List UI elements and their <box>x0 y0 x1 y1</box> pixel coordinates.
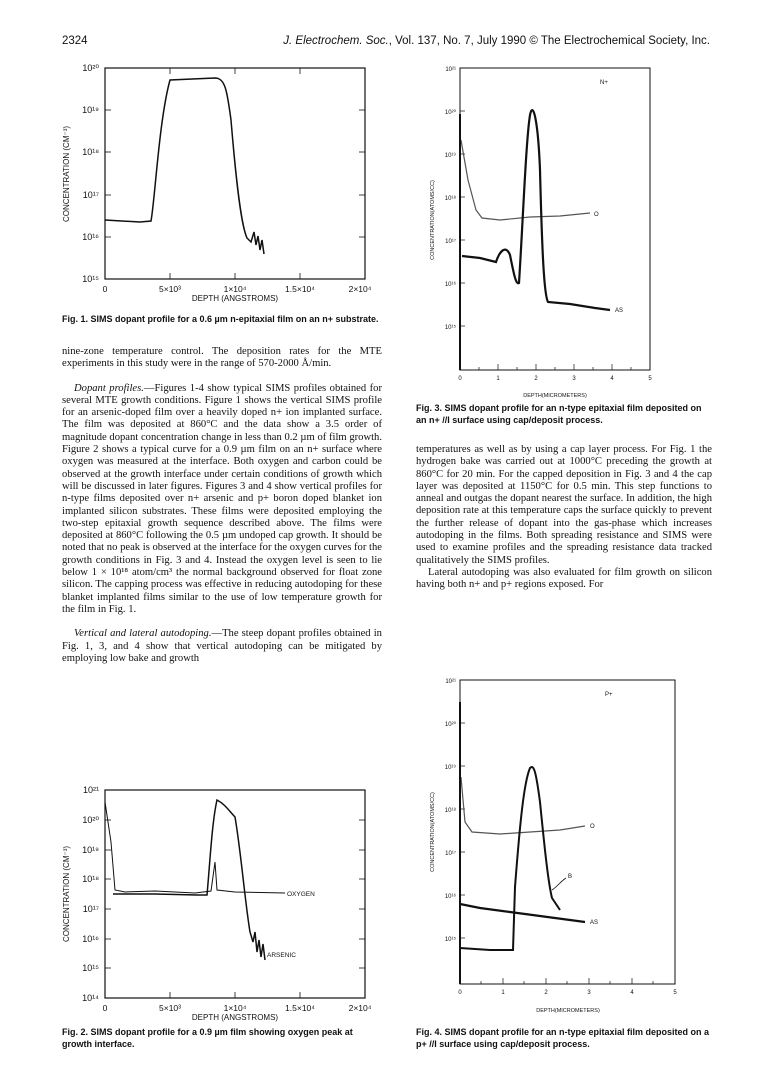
fig3-ytick: 10²⁰ <box>444 110 456 116</box>
fig4-ytick: 10¹⁷ <box>445 851 456 857</box>
fig3-xtick: 4 <box>610 376 614 382</box>
fig3-xlabel: DEPTH(MICROMETERS) <box>523 393 587 399</box>
fig3-ytick: 10¹⁷ <box>445 239 456 245</box>
fig1-xlabel: DEPTH (ANGSTROMS) <box>191 294 279 303</box>
fig4-xtick: 0 <box>458 990 462 996</box>
fig2-ytick: 10¹⁹ <box>82 845 99 855</box>
fig3-xtick: 5 <box>648 376 652 382</box>
fig4-label-o: O <box>590 824 595 830</box>
fig1-xtick: 5×10³ <box>159 284 181 294</box>
fig1-ytick: 10²⁰ <box>82 63 99 73</box>
fig3-label-as: AS <box>615 308 624 314</box>
journal-header <box>283 35 710 47</box>
right-paragraph-1: temperatures as well as by using a cap layer process. For Fig. 1 the hydrogen bake was carried out at 1000°C preceding the growth at 860°C for 20 min. For the capped deposition in Fig. 3 and 4 the cap layer was deposited at 1150°C for 0.5 min. This step functions to anneal and outgas the dopant nearest the surface. In addition, the high deposition rate at this temperature caps the surface quickly to prevent the further release of dopant into the gas-phase which increases autodoping in the films. Both spreading resistance and SIMS were used to examine profiles and the spreading resistance data tracked qualitatively the SIMS profiles. <box>416 444 712 566</box>
fig3-ytick: 10²¹ <box>445 67 456 73</box>
journal-name: J. Electrochem. Soc. <box>283 35 389 47</box>
fig1-profile-curve <box>105 78 264 254</box>
fig1-ytick: 10¹⁸ <box>82 147 99 157</box>
fig3-ytick: 10¹⁶ <box>444 282 456 288</box>
fig2-ytick: 10¹⁵ <box>82 963 99 973</box>
fig3-ytick: 10¹⁸ <box>444 196 456 202</box>
fig1-xtick: 1.5×10⁴ <box>285 284 315 294</box>
left-paragraph-0: nine-zone temperature control. The deposition rates for the MTE experiments in this study were in the range of 570-2000 Å/min. <box>62 346 382 370</box>
fig4-xtick: 3 <box>587 990 591 996</box>
fig4-ytick: 10¹⁹ <box>444 765 456 771</box>
fig1-ytick: 10¹⁷ <box>82 190 99 200</box>
figure-4 <box>420 672 710 1020</box>
page-number: 2324 <box>62 35 88 47</box>
figure-3 <box>420 60 700 400</box>
fig2-arsenic-curve <box>113 800 265 960</box>
section-heading-autodoping: Vertical and lateral autodoping. <box>74 628 212 640</box>
fig2-ylabel: CONCENTRATION (CM⁻³) <box>62 845 71 943</box>
fig3-xtick: 3 <box>572 376 576 382</box>
fig1-plot-frame <box>105 68 365 279</box>
fig2-xlabel: DEPTH (ANGSTROMS) <box>191 1013 279 1022</box>
fig4-ylabel: CONCENTRATION(ATOMS/CC) <box>430 792 436 872</box>
fig2-ytick: 10¹⁴ <box>82 993 99 1003</box>
fig2-ytick: 10¹⁶ <box>82 934 99 944</box>
right-column-text <box>416 444 712 592</box>
fig1-xtick: 0 <box>102 284 108 294</box>
fig4-arsenic-curve <box>460 904 585 922</box>
fig2-xtick: 2×10⁴ <box>348 1003 372 1013</box>
fig3-ytick: 10¹⁵ <box>444 325 456 331</box>
fig3-arsenic-curve <box>462 110 610 310</box>
fig4-label-corner: P+ <box>605 692 613 698</box>
fig4-xtick: 1 <box>501 990 505 996</box>
fig4-ytick: 10¹⁵ <box>444 937 456 943</box>
section-heading-dopant-profiles: Dopant profiles. <box>74 382 144 394</box>
fig2-oxygen-curve <box>105 802 285 893</box>
fig1-ytick: 10¹⁶ <box>82 232 99 242</box>
fig1-xtick: 1×10⁴ <box>223 284 247 294</box>
fig1-ytick: 10¹⁵ <box>82 274 99 284</box>
fig3-ytick: 10¹⁹ <box>444 153 456 159</box>
fig1-ylabel: CONCENTRATION (CM⁻³) <box>62 125 71 223</box>
left-paragraph-1: Dopant profiles.—Figures 1-4 show typical SIMS profiles obtained for several MTE growth conditions. Figure 1 shows the vertical SIMS profile for an arsenic-doped film over a heavily doped n+ ion implanted surface. The film was deposited at 860°C and the data show a 3.5 order of magnitude dopant concentration change in less than 0.2 µm of film growth. Figure 2 shows a typical curve for a 0.9 µm film on an n+ surface where oxygen was measured at the interface. Both oxygen and carbon could be observed at the growth interface under certain conditions of growth which will be discussed in later figures. Figures 3 and 4 show vertical profiles for n-type films deposited over n+ arsenic and p+ boron doped blanket ion implanted silicon substrates. These films were deposited employing the two-step epitaxial growth sequence described above. The films were deposited at 860°C following the 0.5 µm undoped cap growth. It should be noted that no peak is observed at the interface for the oxygen curves for the growth conditions in Fig. 3 and 4. Instead the oxygen level is seen to lie below 1 × 10¹⁸ atom/cm³ the normal background observed for float zone silicon. The capping process was effective in reducing autodoping for these blanket implanted films similar to the use of low temperature growth for the film in Fig. 1. <box>62 382 382 615</box>
fig4-ytick: 10²¹ <box>445 679 456 685</box>
figure-2 <box>55 782 375 1022</box>
fig4-xtick: 5 <box>673 990 677 996</box>
fig3-label-o: O <box>594 212 599 218</box>
fig2-ytick: 10²⁰ <box>82 815 99 825</box>
fig3-ylabel: CONCENTRATION(ATOMS/CC) <box>430 180 436 260</box>
fig2-label-oxygen: OXYGEN <box>287 891 315 898</box>
fig1-caption: Fig. 1. SIMS dopant profile for a 0.6 µm n-epitaxial film on an n+ substrate. <box>62 314 379 324</box>
fig2-xtick: 1.5×10⁴ <box>285 1003 315 1013</box>
fig3-xtick: 1 <box>496 376 500 382</box>
fig2-xtick: 0 <box>102 1003 108 1013</box>
right-paragraph-2: Lateral autodoping was also evaluated for film growth on silicon having both n+ and p+ regions exposed. For <box>416 566 712 591</box>
fig2-caption: Fig. 2. SIMS dopant profile for a 0.9 µm film showing oxygen peak at growth interface. <box>62 1027 353 1049</box>
fig2-ytick: 10¹⁸ <box>82 874 99 884</box>
fig4-b-pointer <box>552 878 566 890</box>
fig4-ytick: 10²⁰ <box>444 722 456 728</box>
fig2-ytick: 10²¹ <box>82 785 99 795</box>
fig2-label-arsenic: ARSENIC <box>267 952 296 959</box>
fig2-xtick: 5×10³ <box>159 1003 181 1013</box>
fig4-ytick: 10¹⁶ <box>444 894 456 900</box>
fig4-label-b: B <box>568 874 573 880</box>
fig4-caption: Fig. 4. SIMS dopant profile for an n-type epitaxial film deposited on a p+ //I surface using cap/deposit process. <box>416 1027 710 1049</box>
fig4-xlabel: DEPTH(MICROMETERS) <box>536 1008 600 1014</box>
fig4-label-as: AS <box>590 920 599 926</box>
fig2-ytick: 10¹⁷ <box>82 904 99 914</box>
fig4-ytick: 10¹⁸ <box>444 808 456 814</box>
fig1-ytick: 10¹⁹ <box>82 105 99 115</box>
fig1-xtick: 2×10⁴ <box>348 284 372 294</box>
fig4-plot-frame <box>460 680 675 984</box>
fig3-xtick: 0 <box>458 376 462 382</box>
fig3-caption: Fig. 3. SIMS dopant profile for an n-type epitaxial film deposited on an n+ //I surface using cap/deposit process. <box>416 403 702 425</box>
figure-1 <box>55 60 375 305</box>
fig4-boron-curve <box>460 767 560 950</box>
fig4-xtick: 2 <box>544 990 548 996</box>
fig3-label-corner: N+ <box>600 80 608 86</box>
left-paragraph-2: Vertical and lateral autodoping.—The steep dopant profiles obtained in Fig. 1, 3, and 4 show that vertical autodoping can be mitigated by employing low bake and growth <box>62 628 382 664</box>
left-column-text <box>62 346 382 665</box>
fig4-xtick: 4 <box>630 990 634 996</box>
journal-issue: , Vol. 137, No. 7, July 1990 © The Electrochemical Society, Inc. <box>388 35 710 47</box>
fig2-xtick: 1×10⁴ <box>223 1003 247 1013</box>
fig3-xtick: 2 <box>534 376 538 382</box>
